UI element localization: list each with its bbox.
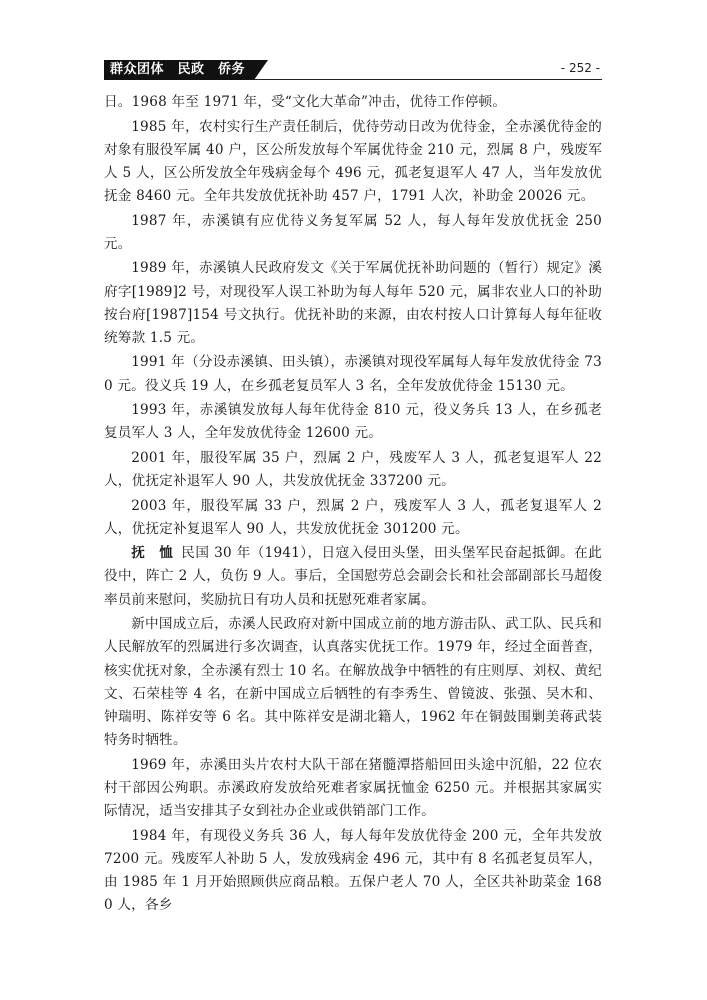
paragraph: 抚 恤 民国 30 年（1941），日寇入侵田头堡，田头堡军民奋起抵御。在此役中，阵亡 2 人，负伤 9 人。事后，全国慰劳总会副会长和社会部副部长马超俊率员前来慰问，奖励抗日有功人员和抚慰死难者家属。 — [104, 545, 602, 608]
paragraph: 1987 年，赤溪镇有应优待义务复军属 52 人，每人每年发放优抚金 250 元。 — [104, 212, 602, 252]
paragraph: 1991 年（分设赤溪镇、田头镇），赤溪镇对现役军属每人每年发放优待金 730 元。役义兵 19 人，在乡孤老复员军人 3 名，全年发放优待金 15130 元。 — [104, 354, 602, 394]
subsection-heading: 抚 恤 — [131, 545, 174, 562]
paragraph: 2001 年，服役军属 35 户，烈属 2 户，残废军人 3 人，孤老复退军人 22 人，优抚定补退军人 90 人，共发放优抚金 337200 元。 — [104, 449, 602, 490]
header-rule — [254, 79, 602, 80]
paragraph: 1984 年，有现役义务兵 36 人，每人每年发放优待金 200 元，全年共发放 7200 元。残废军人补助 5 人，发放残病金 496 元，其中有 8 名孤老复员军人，由 1985 年 1 月开始照顾供应商品粮。五保户老人 70 人，全区共补助菜金 1680 人，各乡 — [104, 827, 602, 914]
paragraph: 1993 年，赤溪镇发放每人每年优待金 810 元，役义务兵 13 人，在乡孤老复员军人 3 人，全年发放优待金 12600 元。 — [104, 402, 602, 442]
running-header — [104, 60, 602, 80]
paragraph: 2003 年，服役军属 33 户，烈属 2 户，残废军人 3 人，孤老复退军人 2 人，优抚定补复退军人 90 人，共发放优抚金 301200 元。 — [104, 497, 602, 537]
section-title: 群众团体 民政 侨务 — [104, 60, 254, 80]
paragraph: 日。1968 年至 1971 年，受“文化大革命”冲击，优待工作停顿。 — [104, 94, 507, 110]
page-number: - 252 - — [560, 61, 600, 75]
paragraph: 新中国成立后，赤溪人民政府对新中国成立前的地方游击队、武工队、民兵和人民解放军的烈属进行多次调查，认真落实优抚工作。1979 年，经过全面普查，核实优抚对象，全赤溪有烈士 10 名。在解放战争中牺牲的有庄则厚、刘权、黄纪文、石荣桂等 4 名，在新中国成立后牺牲的有李秀生、曾镜波、张强、吴木和、钟瑞明、陈祥安等 6 名。其中陈祥安是湖北籍人，1962 年在铜鼓围剿美蒋武装特务时牺牲。 — [104, 616, 602, 749]
paragraph: 1989 年，赤溪镇人民政府发文《关于军属优抚补助问题的（暂行）规定》溪府字[1989]2 号，对现役军人误工补助为每人每年 520 元，属非农业人口的补助按台府[1987]154 号文执行。优抚补助的来源，由农村按人口计算每人每年征收统筹款 1.5 元。 — [104, 260, 602, 346]
page-body — [104, 91, 602, 919]
paragraph: 1985 年，农村实行生产责任制后，优待劳动日改为优待金，全赤溪优待金的对象有服役军属 40 户，区公所发放每个军属优待金 210 元，烈属 8 户，残废军人 5 人，区公所发放全年残病金每个 496 元，孤老复退军人 47 人，当年发放优抚金 8460 元。全年共发放优抚补助 457 户，1791 人次，补助金 20026 元。 — [104, 118, 602, 205]
paragraph: 1969 年，赤溪田头片农村大队干部在猪髓潭搭船回田头途中沉船，22 位农村干部因公殉职。赤溪政府发放给死难者家属抚恤金 6250 元。并根据其家属实际情况，适当安排其子女到社办企业或供销部门工作。 — [104, 756, 602, 820]
